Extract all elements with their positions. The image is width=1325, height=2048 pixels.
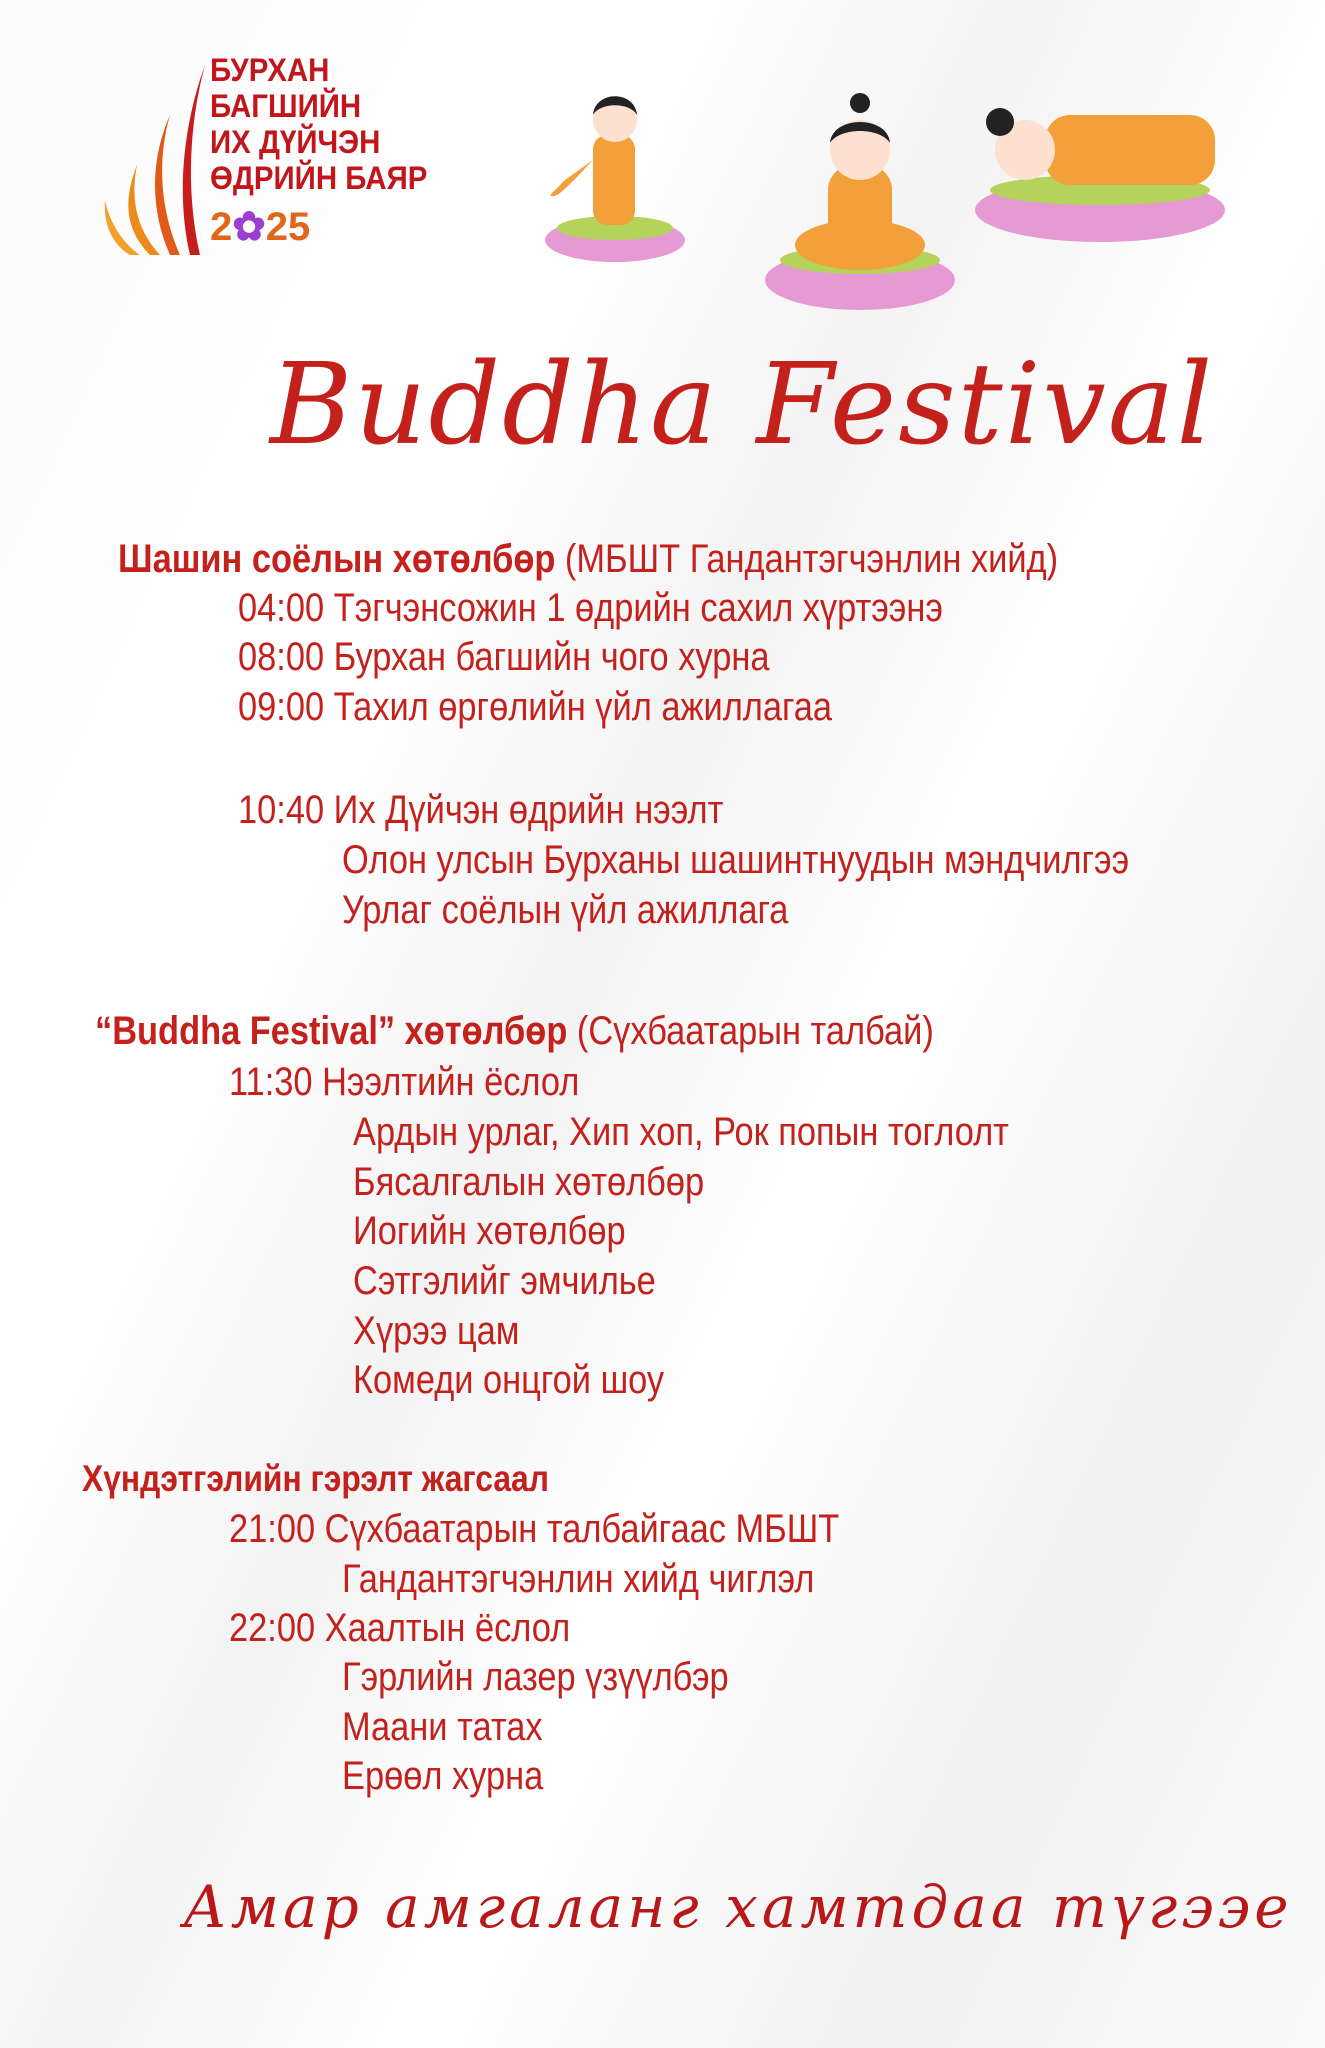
schedule-subitem: Урлаг соёлын үйл ажиллага (342, 888, 789, 932)
schedule-item: 04:00 Тэгчэнсожин 1 өдрийн сахил хүртээнэ (238, 586, 943, 630)
schedule-item: 22:00 Хаалтын ёслол (229, 1606, 571, 1650)
schedule-subitem: Сэтгэлийг эмчилье (353, 1259, 656, 1303)
schedule-item: 21:00 Сүхбаатарын талбайгаас МБШТ (229, 1507, 840, 1551)
meditating-buddha-icon (760, 85, 960, 315)
section-heading-location: (Сүхбаатарын талбай) (567, 1009, 934, 1053)
schedule-item: 10:40 Их Дүйчэн өдрийн нээлт (238, 788, 724, 832)
page-title: Buddha Festival (270, 340, 1215, 470)
schedule-item: 09:00 Тахил өргөлийн үйл ажиллагаа (238, 685, 833, 729)
schedule-subitem: Хүрээ цам (353, 1309, 520, 1353)
section-heading-bold: “Buddha Festival” хөтөлбөр (95, 1009, 568, 1053)
logo-title (210, 52, 427, 196)
year-digits: 25 (265, 205, 311, 249)
standing-buddha-icon (535, 80, 695, 265)
schedule-subitem: Ардын урлаг, Хип хоп, Рок попын тоглолт (353, 1110, 1009, 1154)
reclining-buddha-icon (965, 100, 1230, 245)
schedule-subitem: Олон улсын Бурханы шашинтнуудын мэндчилгээ (342, 838, 1130, 882)
schedule-subitem: Маани татах (342, 1705, 543, 1749)
schedule-subitem: Гандантэгчэнлин хийд чиглэл (342, 1557, 815, 1601)
footer-slogan: Амар амгаланг хамтдаа түгээе (183, 1873, 1293, 1941)
schedule-subitem: Ерөөл хурна (342, 1754, 544, 1798)
section-heading-festival (95, 1007, 934, 1055)
logo-line: ИХ ДҮЙЧЭН (210, 124, 381, 160)
section-heading-procession: Хүндэтгэлийн гэрэлт жагсаал (82, 1458, 549, 1499)
flame-logo-icon (95, 60, 215, 260)
section-heading-religious (118, 535, 1058, 583)
schedule-subitem: Бясалгалын хөтөлбөр (353, 1160, 705, 1204)
lotus-flower-icon: ✿ (232, 205, 266, 249)
logo-line: БУРХАН (210, 52, 330, 88)
logo-year (210, 204, 310, 250)
year-digit: 2 (210, 205, 233, 249)
section-heading-bold: Шашин соёлын хөтөлбөр (118, 537, 556, 581)
logo-line: БАГШИЙН (210, 88, 362, 124)
section-heading-location: (МБШТ Гандантэгчэнлин хийд) (555, 537, 1059, 581)
schedule-subitem: Комеди онцгой шоу (353, 1358, 665, 1402)
schedule-subitem: Гэрлийн лазер үзүүлбэр (342, 1655, 729, 1699)
schedule-item: 08:00 Бурхан багшийн чого хурна (238, 635, 770, 679)
schedule-item: 11:30 Нээлтийн ёслол (229, 1060, 580, 1104)
schedule-subitem: Иогийн хөтөлбөр (353, 1209, 626, 1253)
logo-line: ӨДРИЙН БАЯР (210, 160, 428, 196)
